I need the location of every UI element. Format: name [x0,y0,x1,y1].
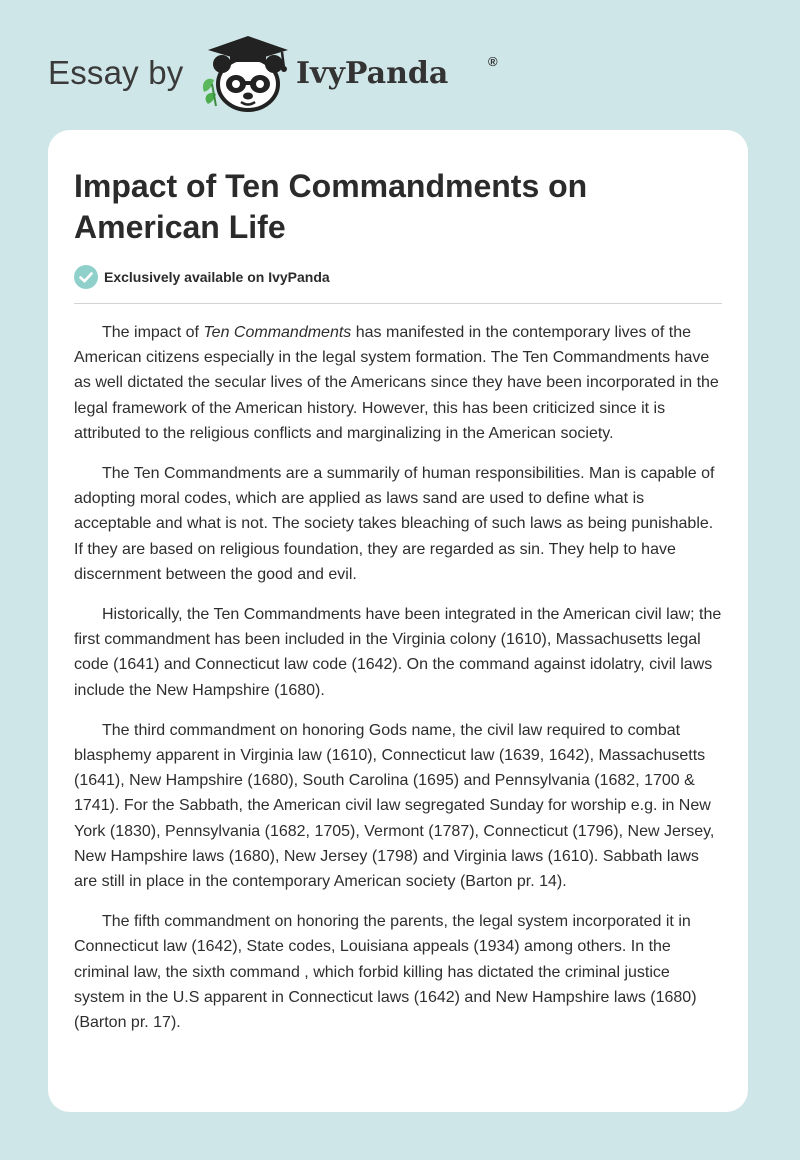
essay-card [48,130,748,1112]
brand-name: IvyPanda [296,56,449,91]
paragraph-5: The fifth commandment on honoring the parents, the legal system incorporated it in Connecticut law (1642), State codes, Louisiana appeals (1934) among others. In the criminal law, the sixth command , which forbid killing has dictated the criminal justice system in the U.S apparent in Connecticut laws (1642) and New Hampshire laws (1680) (Barton pr. 17). [74,913,697,1032]
exclusive-badge [74,264,330,290]
paragraph-3: Historically, the Ten Commandments have been integrated in the American civil law; the first commandment has been included in the Virginia colony (1610), Massachusetts legal code (1641) and Connecticut law code (1642). On the command against idolatry, civil laws include the New Hampshire (1680). [74,606,722,699]
paragraph-1-lead: The impact of [102,324,204,341]
paragraph-2: The Ten Commandments are a summarily of human responsibilities. Man is capable of adopting moral codes, which are applied as laws sand are used to define what is acceptable and what is not. The society takes bleaching of such laws as being punishable. If they are based on religious foundation, they are regarded as sin. They help to have discernment between the good and evil. [74,465,715,583]
brand-link[interactable] [48,34,508,114]
checkmark-circle-icon [74,265,98,289]
brand-prefix: Essay by [48,54,184,91]
registered-mark: ® [488,54,498,69]
essay-title: Impact of Ten Commandments on American Life [74,168,588,245]
badge-label: Exclusively available on IvyPanda [104,269,330,285]
paragraph-1 [74,320,724,446]
paragraph-1-rest: has manifested in the contemporary lives of the American citizens especially in the legal system formation. The Ten Commandments have as well dictated the secular lives of the Americans since they have been incorporated in the legal framework of the American history. However, this has been criticized since it is attributed to the religious conflicts and marginalizing in the American society. [74,324,719,442]
paragraph-4: The third commandment on honoring Gods name, the civil law required to combat blasphemy apparent in Virginia law (1610), Connecticut law (1639, 1642), Massachusetts (1641), New Hampshire (1680), South Carolina (1695) and Pennsylvania (1682, 1700 & 1741). For the Sabbath, the American civil law segregated Sunday for worship e.g. in New York (1830), Pennsylvania (1682, 1705), Vermont (1787), Connecticut (1796), New Jersey, New Hampshire laws (1680), New Jersey (1798) and Virginia laws (1610). Sabbath laws are still in place in the contemporary American society (Barton pr. 14). [74,721,715,891]
panda-logo-icon [198,34,294,114]
book-title-emphasis: Ten Commandments [203,324,352,341]
essay-body [74,320,724,1050]
title-divider [74,303,722,304]
